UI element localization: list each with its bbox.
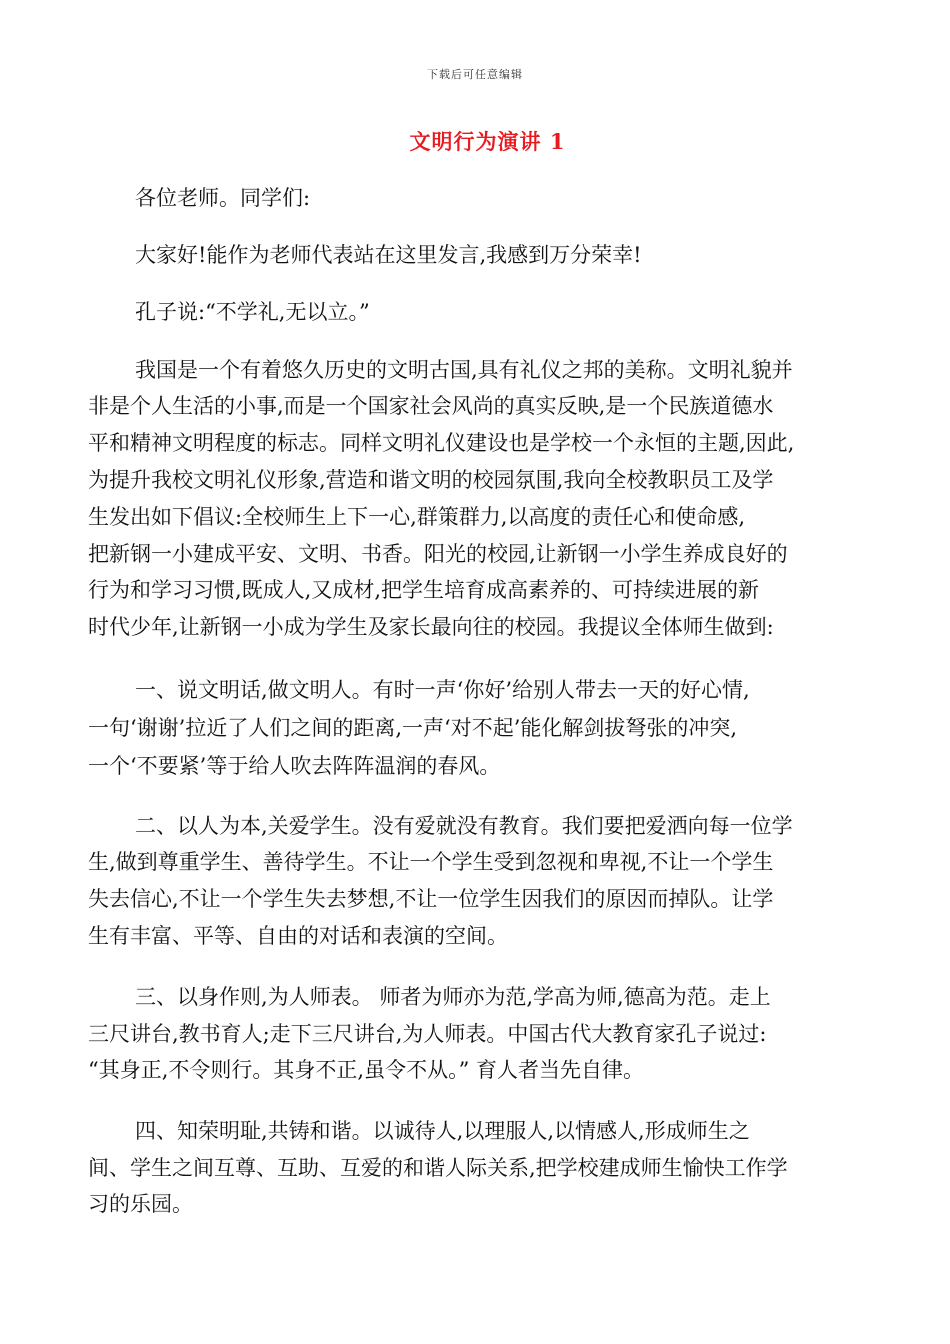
paragraph-1-line: 为提升我校文明礼仪形象,营造和谐文明的校园氛围,我向全校教职员工及学 — [88, 468, 774, 492]
paragraph-4-line: 三尺讲台,教书育人;走下三尺讲台,为人师表。中国古代大教育家孔子说过: — [88, 1022, 767, 1046]
paragraph-1-line: 我国是一个有着悠久历史的文明古国,具有礼仪之邦的美称。文明礼貌并 — [135, 358, 793, 382]
paragraph-1-line: 平和精神文明程度的标志。同样文明礼仪建设也是学校一个永恒的主题,因此, — [88, 431, 795, 455]
paragraph-1-line: 时代少年,让新钢一小成为学生及家长最向往的校园。我提议全体师生做到: — [88, 615, 774, 639]
greeting: 大家好!能作为老师代表站在这里发言,我感到万分荣幸! — [135, 243, 642, 267]
header-note: 下载后可任意编辑 — [427, 68, 523, 81]
paragraph-2-line: 一个‘不要紧’等于给人吹去阵阵温润的春风。 — [88, 754, 501, 778]
paragraph-5-line: 习的乐园。 — [88, 1192, 193, 1216]
paragraph-1-line: 行为和学习习惯,既成人,又成材,把学生培育成高素养的、可持续进展的新 — [88, 578, 760, 602]
paragraph-1-line: 把新钢一小建成平安、文明、书香。阳光的校园,让新钢一小学生养成良好的 — [88, 542, 788, 566]
document-title: 文明行为演讲 1 — [409, 129, 566, 154]
paragraph-3-line: 失去信心,不让一个学生失去梦想,不让一位学生因我们的原因而掉队。让学 — [88, 887, 774, 911]
salutation: 各位老师。同学们: — [135, 186, 311, 210]
paragraph-5-line: 间、学生之间互尊、互助、互爱的和谐人际关系,把学校建成师生愉快工作学 — [88, 1156, 788, 1180]
paragraph-3-line: 生,做到尊重学生、善待学生。不让一个学生受到忽视和卑视,不让一个学生 — [88, 850, 774, 874]
quote: 孔子说:“不学礼,无以立。” — [135, 300, 370, 324]
paragraph-2-line: 一句‘谢谢’拉近了人们之间的距离,一声‘对不起’能化解剑拔弩张的冲突, — [88, 716, 738, 740]
paragraph-1-line: 非是个人生活的小事,而是一个国家社会风尚的真实反映,是一个民族道德水 — [88, 394, 774, 418]
paragraph-3-line: 生有丰富、平等、自由的对话和表演的空间。 — [88, 924, 508, 948]
paragraph-4-line: “其身正,不令则行。其身不正,虽令不从。” 育人者当先自律。 — [88, 1058, 644, 1082]
paragraph-1-line: 生发出如下倡议:全校师生上下一心,群策群力,以高度的责任心和使命感, — [88, 505, 746, 529]
paragraph-4-line: 三、以身作则,为人师表。 师者为师亦为范,学高为师,德高为范。走上 — [135, 985, 771, 1009]
paragraph-3-line: 二、以人为本,关爱学生。没有爱就没有教育。我们要把爱洒向每一位学 — [135, 814, 793, 838]
paragraph-2-line: 一、说文明话,做文明人。有时一声‘你好’给别人带去一天的好心情, — [135, 678, 750, 702]
paragraph-5-line: 四、知荣明耻,共铸和谐。以诚待人,以理服人,以情感人,形成师生之 — [135, 1119, 750, 1143]
